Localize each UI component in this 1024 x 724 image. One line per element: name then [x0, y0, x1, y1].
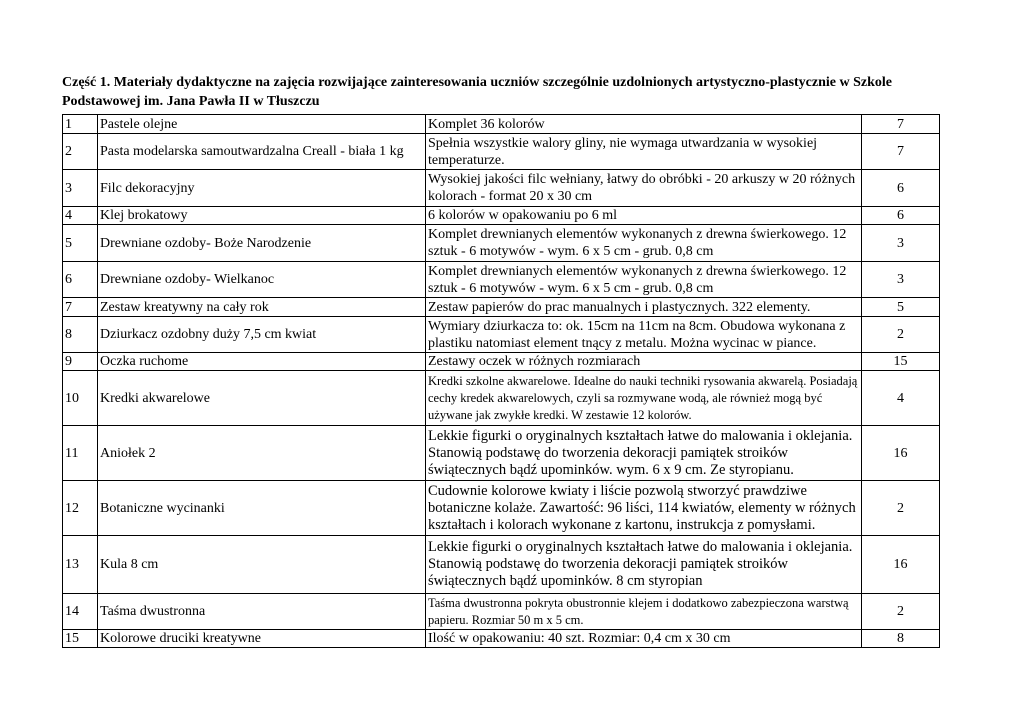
item-description: Lekkie figurki o oryginalnych kształtach łatwe do malowania i oklejania. Stanowią podstawę do tworzenia dekoracji pamiątek stroików świątecznych bądź upominków. 8 cm styropian — [426, 536, 862, 594]
item-description: Zestawy oczek w różnych rozmiarach — [426, 353, 862, 371]
item-description: Lekkie figurki o oryginalnych kształtach łatwe do malowania i oklejania. Stanowią podstawę do tworzenia dekoracji pamiątek stroików świątecznych bądź upominków. wym. 6 x 9 cm. Ze styropianu. — [426, 426, 862, 481]
row-number: 9 — [63, 353, 98, 371]
item-description: Ilość w opakowaniu: 40 szt. Rozmiar: 0,4 cm x 30 cm — [426, 630, 862, 648]
item-name: Zestaw kreatywny na cały rok — [98, 298, 426, 317]
row-number: 10 — [63, 371, 98, 426]
row-number: 6 — [63, 262, 98, 298]
item-quantity: 7 — [862, 115, 940, 134]
table-row — [63, 630, 940, 648]
item-quantity: 3 — [862, 225, 940, 262]
item-description: Cudownie kolorowe kwiaty i liście pozwolą stworzyć prawdziwe botaniczne kolaże. Zawartość: 96 liści, 114 kwiatów, elementy w różnych kształtach i kolorach wykonane z kartonu, instrukcja z pomysłami. — [426, 481, 862, 536]
item-name: Kula 8 cm — [98, 536, 426, 594]
row-number: 12 — [63, 481, 98, 536]
item-description: Wysokiej jakości filc wełniany, łatwy do obróbki - 20 arkuszy w 20 różnych kolorach - format 20 x 30 cm — [426, 170, 862, 207]
table-row — [63, 594, 940, 630]
item-quantity: 6 — [862, 170, 940, 207]
item-quantity: 5 — [862, 298, 940, 317]
item-description: Komplet drewnianych elementów wykonanych z drewna świerkowego. 12 sztuk - 6 motywów - wym. 6 x 5 cm - grub. 0,8 cm — [426, 225, 862, 262]
row-number: 13 — [63, 536, 98, 594]
item-name: Pastele olejne — [98, 115, 426, 134]
item-description: Zestaw papierów do prac manualnych i plastycznych. 322 elementy. — [426, 298, 862, 317]
item-quantity: 4 — [862, 371, 940, 426]
table-row — [63, 536, 940, 594]
table-row — [63, 207, 940, 225]
row-number: 3 — [63, 170, 98, 207]
table-row — [63, 298, 940, 317]
row-number: 2 — [63, 134, 98, 170]
item-description: Komplet 36 kolorów — [426, 115, 862, 134]
item-name: Taśma dwustronna — [98, 594, 426, 630]
item-quantity: 16 — [862, 536, 940, 594]
row-number: 8 — [63, 317, 98, 353]
table-row — [63, 371, 940, 426]
section-heading: Część 1. Materiały dydaktyczne na zajęcia rozwijające zainteresowania uczniów szczególnie uzdolnionych artystyczno-plastycznie w Szkole Podstawowej im. Jana Pawła II w Tłuszczu — [62, 75, 892, 109]
item-name: Drewniane ozdoby- Wielkanoc — [98, 262, 426, 298]
table-row — [63, 134, 940, 170]
item-description: Taśma dwustronna pokryta obustronnie klejem i dodatkowo zabezpieczona warstwą papieru. Rozmiar 50 m x 5 cm. — [426, 594, 862, 630]
row-number: 11 — [63, 426, 98, 481]
item-quantity: 2 — [862, 317, 940, 353]
item-quantity: 16 — [862, 426, 940, 481]
item-name: Botaniczne wycinanki — [98, 481, 426, 536]
item-name: Dziurkacz ozdobny duży 7,5 cm kwiat — [98, 317, 426, 353]
item-name: Klej brokatowy — [98, 207, 426, 225]
item-quantity: 2 — [862, 481, 940, 536]
item-quantity: 6 — [862, 207, 940, 225]
table-row — [63, 426, 940, 481]
item-quantity: 15 — [862, 353, 940, 371]
row-number: 5 — [63, 225, 98, 262]
row-number: 4 — [63, 207, 98, 225]
item-description: Wymiary dziurkacza to: ok. 15cm na 11cm na 8cm. Obudowa wykonana z plastiku natomiast element tnący z metalu. Można wycinac w piance. — [426, 317, 862, 353]
row-number: 14 — [63, 594, 98, 630]
item-quantity: 8 — [862, 630, 940, 648]
item-name: Kredki akwarelowe — [98, 371, 426, 426]
materials-table — [62, 114, 940, 648]
row-number: 15 — [63, 630, 98, 648]
item-name: Oczka ruchome — [98, 353, 426, 371]
item-description: Kredki szkolne akwarelowe. Idealne do nauki techniki rysowania akwarelą. Posiadają cechy kredek akwarelowych, czyli sa rozmywane wodą, ale również mogą być używane jak zwykłe kredki. W zestawie 12 kolorów. — [426, 371, 862, 426]
row-number: 7 — [63, 298, 98, 317]
item-description: 6 kolorów w opakowaniu po 6 ml — [426, 207, 862, 225]
table-row — [63, 170, 940, 207]
item-name: Kolorowe druciki kreatywne — [98, 630, 426, 648]
item-quantity: 7 — [862, 134, 940, 170]
item-name: Filc dekoracyjny — [98, 170, 426, 207]
table-row — [63, 353, 940, 371]
table-row — [63, 225, 940, 262]
item-quantity: 3 — [862, 262, 940, 298]
table-row — [63, 481, 940, 536]
item-name: Pasta modelarska samoutwardzalna Creall - biała 1 kg — [98, 134, 426, 170]
table-row — [63, 317, 940, 353]
row-number: 1 — [63, 115, 98, 134]
item-quantity: 2 — [862, 594, 940, 630]
item-name: Drewniane ozdoby- Boże Narodzenie — [98, 225, 426, 262]
item-description: Spełnia wszystkie walory gliny, nie wymaga utwardzania w wysokiej temperaturze. — [426, 134, 862, 170]
item-name: Aniołek 2 — [98, 426, 426, 481]
table-row — [63, 115, 940, 134]
table-row — [63, 262, 940, 298]
item-description: Komplet drewnianych elementów wykonanych z drewna świerkowego. 12 sztuk - 6 motywów - wym. 6 x 5 cm - grub. 0,8 cm — [426, 262, 862, 298]
